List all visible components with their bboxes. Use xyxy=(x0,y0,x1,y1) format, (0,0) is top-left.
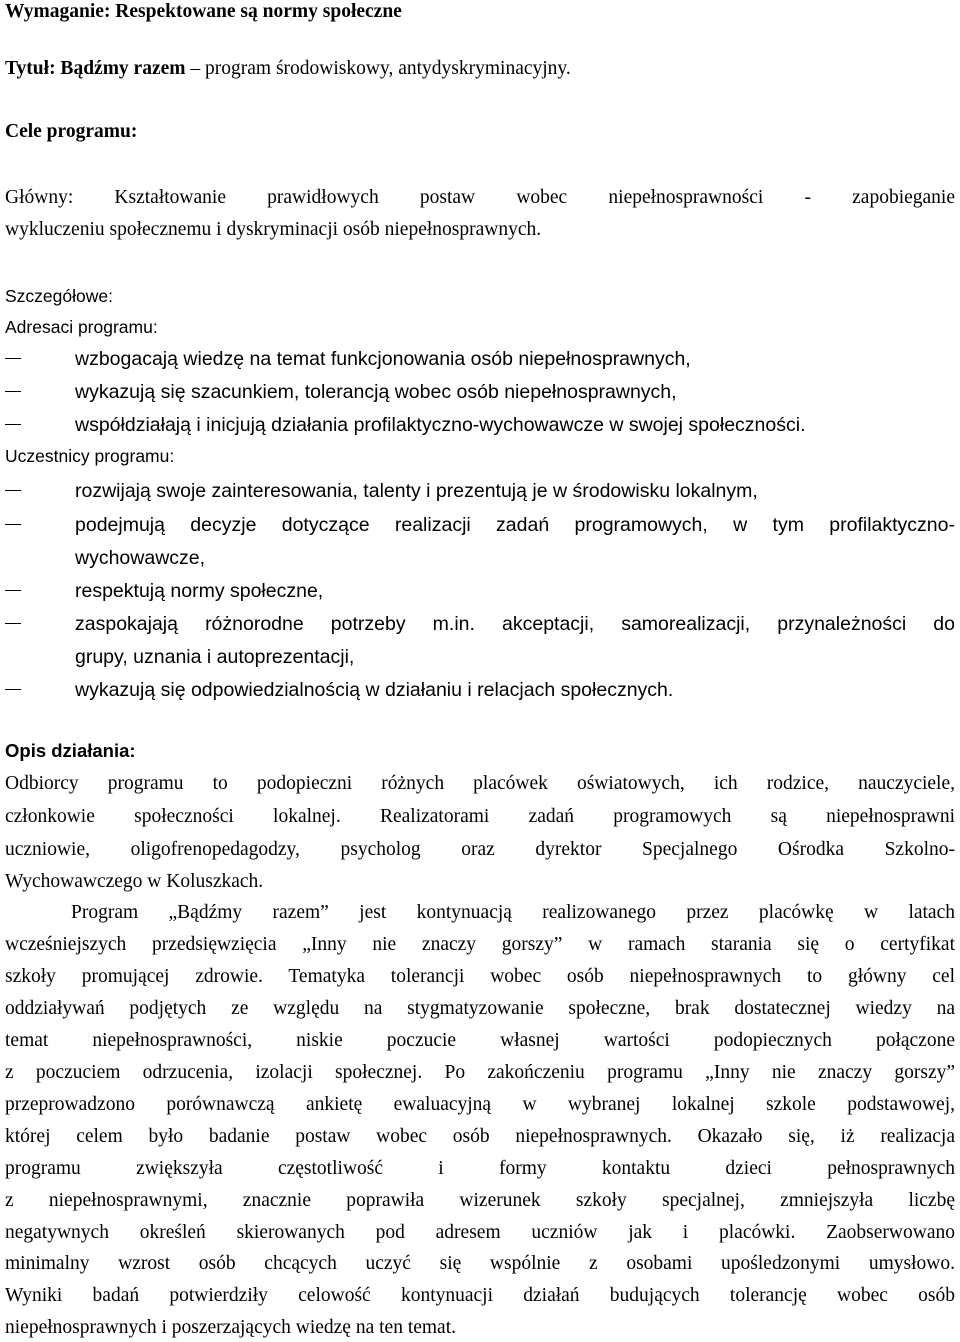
description-line: programu zwiększyła częstotliwość i formy kontaktu dzieci pełnosprawnych xyxy=(5,1158,955,1179)
description-line: z poczuciem odrzucenia, izolacji społecznej. Po zakończeniu programu „Inny nie znaczy gorszy” xyxy=(5,1062,955,1083)
description-heading: Opis działania: xyxy=(5,740,136,761)
dash-bullet-icon xyxy=(5,623,21,624)
dash-bullet-icon xyxy=(5,590,21,591)
description-line: Odbiorcy programu to podopieczni różnych placówek oświatowych, ich rodzice, nauczyciele, xyxy=(5,773,955,794)
description-line: z niepełnosprawnymi, znacznie poprawiła wizerunek szkoły specjalnej, zmniejszyła liczbę xyxy=(5,1190,955,1211)
program-title xyxy=(5,57,955,81)
description-line: minimalny wzrost osób chcących uczyć się wspólnie z osobami upośledzonymi umysłowo. xyxy=(5,1253,955,1274)
detailed-goals-heading: Szczegółowe: xyxy=(5,286,113,306)
recipients-heading: Adresaci programu: xyxy=(5,317,158,337)
description-line: negatywnych określeń skierowanych pod adresem uczniów jak i placówki. Zaobserwowano xyxy=(5,1222,955,1243)
description-line: której celem było badanie postaw wobec osób niepełnosprawnych. Okazało się, iż realizacja xyxy=(5,1126,955,1147)
description-line: szkoły promującej zdrowie. Tematyka tolerancji wobec osób niepełnosprawnych to główny cel xyxy=(5,966,955,987)
dash-bullet-icon xyxy=(5,689,21,690)
title-rest: – program środowiskowy, antydyskryminacyjny. xyxy=(185,58,571,79)
description-line: Wyniki badań potwierdziły celowość kontynuacji działań budujących tolerancję wobec osób xyxy=(5,1285,955,1306)
main-goal-line-2: wykluczeniu społecznemu i dyskryminacji osób niepełnosprawnych. xyxy=(5,219,542,240)
goals-heading: Cele programu: xyxy=(5,121,138,142)
participants-item-continuation: wychowawcze, xyxy=(75,547,206,569)
description-line: uczniowie, oligofrenopedagodzy, psycholog oraz dyrektor Specjalnego Ośrodka Szkolno- xyxy=(5,839,955,860)
dash-bullet-icon xyxy=(5,490,21,491)
description-line: temat niepełnosprawności, niskie poczucie własnej wartości podopiecznych połączone xyxy=(5,1030,955,1051)
description-line: Wychowawczego w Koluszkach. xyxy=(5,871,264,892)
dash-bullet-icon xyxy=(5,424,21,425)
dash-bullet-icon xyxy=(5,358,21,359)
description-line: przeprowadzono porównawczą ankietę ewaluacyjną w wybranej lokalnej szkole podstawowej, xyxy=(5,1094,955,1115)
title-label: Tytuł: Bądźmy razem xyxy=(5,58,186,79)
dash-bullet-icon xyxy=(5,391,21,392)
description-line: oddziaływań podjętych ze względu na stygmatyzowanie społeczne, brak dostatecznej wiedzy na xyxy=(5,998,955,1019)
description-line: członkowie społeczności lokalnej. Realizatorami zadań programowych są niepełnosprawni xyxy=(5,806,955,827)
main-goal-line-1: Główny: Kształtowanie prawidłowych postaw wobec niepełnosprawności - zapobieganie xyxy=(5,187,955,208)
requirement-heading: Wymaganie: Respektowane są normy społeczne xyxy=(5,1,402,22)
participants-heading: Uczestnicy programu: xyxy=(5,446,175,466)
description-line: Program „Bądźmy razem” jest kontynuacją realizowanego przez placówkę w latach xyxy=(71,902,955,923)
dash-bullet-icon xyxy=(5,524,21,525)
participants-item-continuation: grupy, uznania i autoprezentacji, xyxy=(75,646,355,668)
description-line: niepełnosprawnych i poszerzających wiedzę na ten temat. xyxy=(5,1317,457,1338)
description-line: wcześniejszych przedsięwzięcia „Inny nie znaczy gorszy” w ramach starania się o certyfikat xyxy=(5,934,955,955)
